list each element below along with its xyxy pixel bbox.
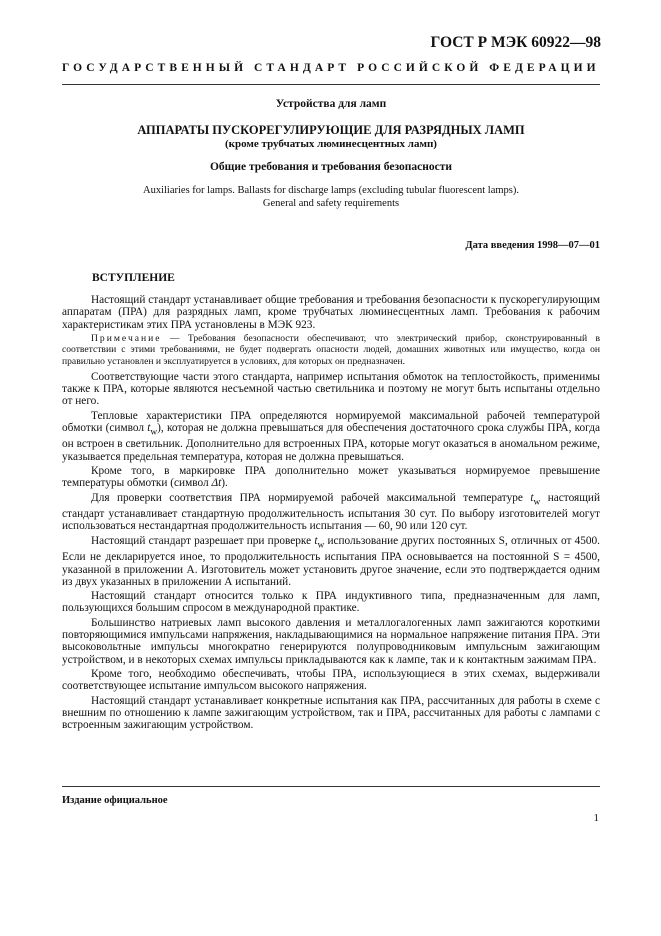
paragraph: Большинство натриевых ламп высокого давления и металлогалогенных ламп зажигаются короткими повторяющимися импульсами напряжения, накладывающимися на нормальное напряжение питания ПРА. Эти высоковольтные импульсы многократно генерируются полупроводниковым импульсным зажигающим устройством, и в некоторых схемах импульсы прикладываются как к лампе, так и к контактным зажимам ПРА. xyxy=(62,616,600,666)
note-paragraph xyxy=(62,333,600,368)
paragraph-text: Настоящий стандарт разрешает при проверке xyxy=(91,534,315,547)
paragraph: Соответствующие части этого стандарта, например испытания обмоток на теплостойкость, применимы также к ПРА, которые являются несъемной частью светильника и поэтому не могут быть испытаны отдельно от него. xyxy=(62,370,600,408)
tw-symbol: t xyxy=(314,534,318,547)
paragraph-text: Кроме того, в маркировке ПРА дополнительно может указываться нормируемое превышение температуры обмотки (символ xyxy=(62,465,600,490)
title-english-line2: General and safety requirements xyxy=(262,197,400,209)
title-english xyxy=(62,185,600,210)
paragraph-text: ), которая не должна превышаться для обеспечения достаточного срока службы ПРА, когда он встроен в светильник. Дополнительно для встроенных ПРА, которые могут оказаться в аномальном режиме, указывается предельная температура, которая не должна превышаться. xyxy=(62,421,601,463)
paragraph-text: Для проверки соответствия ПРА нормируемой рабочей максимальной температуре xyxy=(91,491,531,504)
note-text: — Требования безопасности обеспечивают, что электрический прибор, сконструированный в соответствии с этими требованиями, не будет подвергать опасности людей, домашних животных или имущество, когда он правильно установлен и эксплуатируется в условиях, для которых он предназначен. xyxy=(62,332,600,368)
body-text xyxy=(62,294,600,733)
paragraph-text: ). xyxy=(221,477,228,490)
tw-symbol: t xyxy=(530,491,534,504)
section-heading: ВСТУПЛЕНИЕ xyxy=(92,272,175,284)
paragraph-text: использование других постоянных S, отличных от 4500. Если не декларируется иное, то продолжительность испытания ПРА основывается на постоянной S = 4500, указанной в приложении А. Изготовитель может установить другое значение, если это подтверждается одним из двух указанных в приложении А испытаний. xyxy=(62,534,600,588)
header-divider xyxy=(62,84,600,85)
page-number: 1 xyxy=(593,812,599,824)
paragraph xyxy=(62,535,600,588)
paragraph-text: Тепловые характеристики ПРА определяются нормируемой максимальной рабочей температурой обмотки (символ xyxy=(62,409,600,434)
paragraph-text: настоящий стандарт устанавливает стандартную продолжительность испытания 30 сут. По выбору изготовителей могут использоваться нестандартная продолжительность испытания — 60, 90 или 120 сут. xyxy=(62,491,600,533)
footer-divider xyxy=(62,786,600,787)
paragraph xyxy=(62,492,600,533)
title-sub: (кроме трубчатых люминесцентных ламп) xyxy=(225,138,437,150)
intro-date: Дата введения 1998—07—01 xyxy=(465,240,600,251)
paragraph xyxy=(62,465,600,490)
title-main: АППАРАТЫ ПУСКОРЕГУЛИРУЮЩИЕ ДЛЯ РАЗРЯДНЫХ ЛАМП xyxy=(137,123,525,137)
title-requirements: Общие требования и требования безопасности xyxy=(209,161,453,173)
standard-code: ГОСТ Р МЭК 60922—98 xyxy=(430,34,601,51)
paragraph: Кроме того, необходимо обеспечивать, чтобы ПРА, использующиеся в этих схемах, выдерживали соответствующее испытание импульсом высокого напряжения. xyxy=(62,667,600,693)
state-standard-banner: ГОСУДАРСТВЕННЫЙ СТАНДАРТ РОССИЙСКОЙ ФЕДЕРАЦИИ xyxy=(62,62,600,74)
paragraph: Настоящий стандарт относится только к ПРА индуктивного типа, предназначенным для ламп, пользующихся большим спросом в международной практике. xyxy=(62,590,600,615)
note-label: Примечание xyxy=(91,332,162,344)
title-english-line1: Auxiliaries for lamps. Ballasts for discharge lamps (excluding tubular fluorescent lamps). xyxy=(143,185,519,196)
tw-subscript: w xyxy=(150,427,158,438)
tw-subscript: w xyxy=(533,496,541,507)
paragraph: Настоящий стандарт устанавливает конкретные испытания как ПРА, рассчитанных для работы в схеме с внешним по отношению к лампе зажигающим устройством, так и ПРА, рассчитанных для работы с лампами с встроенным зажигающим устройством. xyxy=(62,694,600,732)
paragraph xyxy=(62,410,600,463)
tw-subscript: w xyxy=(317,539,325,550)
delta-symbol: Δt xyxy=(211,477,222,490)
tw-symbol: t xyxy=(147,421,151,434)
paragraph: Настоящий стандарт устанавливает общие требования и требования безопасности к пускорегулирующим аппаратам (ПРА) для разрядных ламп, кроме трубчатых люминесцентных ламп. Требования к рабочим характеристикам этих ПРА установлены в МЭК 923. xyxy=(62,294,600,331)
edition-label: Издание официальное xyxy=(62,795,168,806)
title-category: Устройства для ламп xyxy=(275,98,387,110)
